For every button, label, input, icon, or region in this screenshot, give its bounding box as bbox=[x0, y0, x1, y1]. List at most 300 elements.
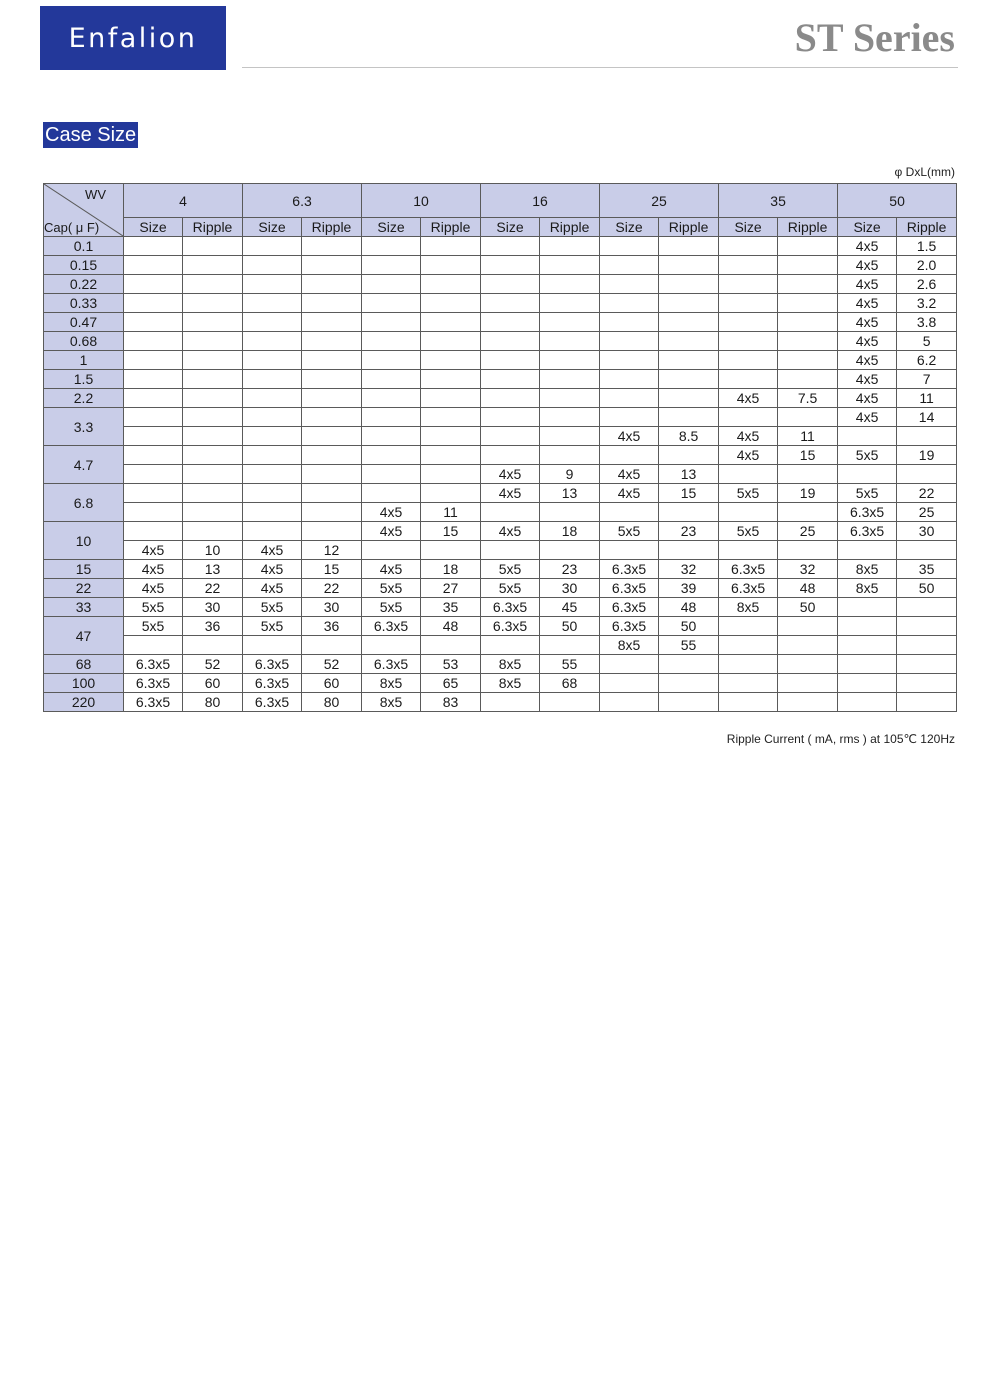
wv-label: WV bbox=[85, 187, 106, 202]
size-cell bbox=[243, 427, 302, 446]
ripple-cell bbox=[302, 389, 362, 408]
size-cell: 4x5 bbox=[243, 560, 302, 579]
size-cell bbox=[362, 446, 421, 465]
size-cell: 8x5 bbox=[719, 598, 778, 617]
ripple-cell: 5 bbox=[897, 332, 957, 351]
table-row bbox=[44, 351, 957, 370]
table-row bbox=[44, 503, 957, 522]
size-cell: 4x5 bbox=[838, 237, 897, 256]
size-cell bbox=[124, 427, 183, 446]
capacitance-cell: 1.5 bbox=[44, 370, 124, 389]
size-cell: 4x5 bbox=[481, 522, 540, 541]
ripple-cell bbox=[421, 408, 481, 427]
size-cell bbox=[243, 503, 302, 522]
ripple-cell bbox=[778, 256, 838, 275]
size-cell bbox=[481, 294, 540, 313]
size-cell: 4x5 bbox=[838, 275, 897, 294]
voltage-header: 25 bbox=[600, 184, 719, 218]
size-header: Size bbox=[124, 218, 183, 237]
ripple-cell bbox=[659, 541, 719, 560]
ripple-cell bbox=[421, 370, 481, 389]
ripple-cell bbox=[302, 522, 362, 541]
ripple-cell: 23 bbox=[659, 522, 719, 541]
size-cell: 8x5 bbox=[481, 655, 540, 674]
size-cell: 4x5 bbox=[362, 503, 421, 522]
size-cell bbox=[838, 598, 897, 617]
size-cell bbox=[838, 636, 897, 655]
ripple-cell: 36 bbox=[302, 617, 362, 636]
ripple-cell bbox=[302, 408, 362, 427]
size-cell bbox=[719, 617, 778, 636]
ripple-cell bbox=[183, 636, 243, 655]
size-cell bbox=[719, 674, 778, 693]
section-title: Case Size bbox=[45, 124, 137, 146]
ripple-cell: 14 bbox=[897, 408, 957, 427]
ripple-cell bbox=[540, 408, 600, 427]
size-cell bbox=[362, 465, 421, 484]
ripple-cell bbox=[540, 446, 600, 465]
size-cell bbox=[719, 408, 778, 427]
size-cell bbox=[243, 522, 302, 541]
size-cell: 4x5 bbox=[481, 484, 540, 503]
size-cell: 4x5 bbox=[838, 256, 897, 275]
size-cell bbox=[600, 237, 659, 256]
ripple-cell bbox=[183, 503, 243, 522]
size-cell: 5x5 bbox=[719, 484, 778, 503]
ripple-cell bbox=[302, 237, 362, 256]
ripple-cell bbox=[897, 636, 957, 655]
size-cell bbox=[124, 332, 183, 351]
ripple-cell bbox=[302, 427, 362, 446]
ripple-cell: 23 bbox=[540, 560, 600, 579]
ripple-cell: 32 bbox=[659, 560, 719, 579]
table-row bbox=[44, 541, 957, 560]
size-cell: 6.3x5 bbox=[838, 522, 897, 541]
size-cell bbox=[838, 427, 897, 446]
size-cell bbox=[481, 237, 540, 256]
ripple-cell: 30 bbox=[897, 522, 957, 541]
size-cell: 4x5 bbox=[243, 541, 302, 560]
capacitance-cell: 22 bbox=[44, 579, 124, 598]
size-cell: 6.3x5 bbox=[243, 655, 302, 674]
table-row bbox=[44, 256, 957, 275]
ripple-cell: 25 bbox=[897, 503, 957, 522]
ripple-cell bbox=[778, 674, 838, 693]
ripple-cell: 2.6 bbox=[897, 275, 957, 294]
voltage-header: 10 bbox=[362, 184, 481, 218]
size-cell: 8x5 bbox=[362, 674, 421, 693]
size-cell bbox=[481, 636, 540, 655]
ripple-cell bbox=[302, 294, 362, 313]
ripple-cell bbox=[302, 313, 362, 332]
ripple-cell: 18 bbox=[540, 522, 600, 541]
ripple-cell bbox=[659, 313, 719, 332]
size-cell: 4x5 bbox=[362, 522, 421, 541]
ripple-cell: 9 bbox=[540, 465, 600, 484]
ripple-cell: 11 bbox=[778, 427, 838, 446]
ripple-cell: 52 bbox=[183, 655, 243, 674]
size-cell bbox=[481, 370, 540, 389]
size-cell bbox=[719, 465, 778, 484]
size-cell: 4x5 bbox=[600, 465, 659, 484]
size-cell: 4x5 bbox=[719, 427, 778, 446]
ripple-cell: 15 bbox=[302, 560, 362, 579]
capacitance-cell: 0.15 bbox=[44, 256, 124, 275]
size-cell bbox=[362, 541, 421, 560]
ripple-cell bbox=[183, 237, 243, 256]
ripple-cell: 15 bbox=[659, 484, 719, 503]
capacitance-cell: 0.22 bbox=[44, 275, 124, 294]
ripple-cell: 3.2 bbox=[897, 294, 957, 313]
capacitance-cell: 3.3 bbox=[44, 408, 124, 446]
ripple-cell: 60 bbox=[302, 674, 362, 693]
ripple-cell bbox=[778, 541, 838, 560]
ripple-cell: 19 bbox=[778, 484, 838, 503]
voltage-header-row bbox=[44, 184, 957, 218]
table-row bbox=[44, 389, 957, 408]
ripple-cell: 80 bbox=[302, 693, 362, 712]
ripple-cell bbox=[183, 370, 243, 389]
capacitance-cell: 6.8 bbox=[44, 484, 124, 522]
ripple-cell: 50 bbox=[659, 617, 719, 636]
ripple-cell: 22 bbox=[897, 484, 957, 503]
size-cell bbox=[124, 313, 183, 332]
size-cell bbox=[838, 617, 897, 636]
size-cell bbox=[481, 313, 540, 332]
size-cell bbox=[600, 313, 659, 332]
ripple-cell: 50 bbox=[540, 617, 600, 636]
ripple-cell bbox=[778, 332, 838, 351]
ripple-cell bbox=[183, 256, 243, 275]
size-cell bbox=[600, 655, 659, 674]
ripple-cell bbox=[183, 275, 243, 294]
size-cell: 5x5 bbox=[362, 598, 421, 617]
size-cell bbox=[362, 484, 421, 503]
size-cell bbox=[481, 332, 540, 351]
ripple-cell: 10 bbox=[183, 541, 243, 560]
ripple-cell: 11 bbox=[421, 503, 481, 522]
ripple-cell bbox=[659, 446, 719, 465]
size-cell bbox=[124, 275, 183, 294]
ripple-cell bbox=[540, 427, 600, 446]
ripple-cell bbox=[778, 693, 838, 712]
ripple-cell: 80 bbox=[183, 693, 243, 712]
size-cell bbox=[719, 655, 778, 674]
ripple-cell bbox=[778, 617, 838, 636]
voltage-header: 16 bbox=[481, 184, 600, 218]
ripple-cell bbox=[897, 693, 957, 712]
ripple-cell: 50 bbox=[778, 598, 838, 617]
size-cell: 4x5 bbox=[362, 560, 421, 579]
size-cell: 6.3x5 bbox=[124, 693, 183, 712]
size-cell bbox=[600, 446, 659, 465]
size-cell bbox=[124, 294, 183, 313]
size-cell: 5x5 bbox=[838, 484, 897, 503]
size-cell: 6.3x5 bbox=[481, 598, 540, 617]
size-cell bbox=[362, 332, 421, 351]
table-row bbox=[44, 427, 957, 446]
size-cell bbox=[124, 408, 183, 427]
size-cell bbox=[719, 503, 778, 522]
case-size-table bbox=[43, 183, 957, 712]
size-cell: 5x5 bbox=[838, 446, 897, 465]
size-cell bbox=[243, 332, 302, 351]
ripple-cell bbox=[540, 636, 600, 655]
size-cell bbox=[243, 275, 302, 294]
size-cell bbox=[362, 636, 421, 655]
table-row bbox=[44, 294, 957, 313]
ripple-cell: 19 bbox=[897, 446, 957, 465]
ripple-cell: 3.8 bbox=[897, 313, 957, 332]
ripple-cell bbox=[540, 256, 600, 275]
size-cell: 5x5 bbox=[481, 579, 540, 598]
size-cell: 4x5 bbox=[838, 332, 897, 351]
size-cell: 4x5 bbox=[838, 313, 897, 332]
size-cell bbox=[243, 313, 302, 332]
size-cell: 6.3x5 bbox=[600, 617, 659, 636]
ripple-current-footnote: Ripple Current ( mA, rms ) at 105℃ 120Hz bbox=[726, 732, 955, 746]
size-cell bbox=[719, 541, 778, 560]
size-cell bbox=[362, 294, 421, 313]
ripple-cell: 15 bbox=[421, 522, 481, 541]
size-cell bbox=[124, 370, 183, 389]
table-row bbox=[44, 617, 957, 636]
unit-note: φ DxL(mm) bbox=[894, 165, 955, 179]
size-header: Size bbox=[719, 218, 778, 237]
ripple-cell bbox=[183, 389, 243, 408]
size-cell: 6.3x5 bbox=[124, 674, 183, 693]
table-row bbox=[44, 636, 957, 655]
ripple-cell bbox=[659, 503, 719, 522]
size-cell: 4x5 bbox=[838, 408, 897, 427]
table-row bbox=[44, 370, 957, 389]
size-cell bbox=[838, 541, 897, 560]
table-row bbox=[44, 522, 957, 541]
size-cell bbox=[362, 275, 421, 294]
size-cell bbox=[362, 408, 421, 427]
ripple-cell bbox=[183, 427, 243, 446]
ripple-cell: 7.5 bbox=[778, 389, 838, 408]
ripple-cell bbox=[778, 294, 838, 313]
ripple-cell bbox=[183, 313, 243, 332]
ripple-cell bbox=[183, 332, 243, 351]
size-cell bbox=[362, 313, 421, 332]
ripple-cell: 30 bbox=[540, 579, 600, 598]
ripple-cell: 27 bbox=[421, 579, 481, 598]
ripple-cell bbox=[540, 541, 600, 560]
size-cell: 6.3x5 bbox=[719, 560, 778, 579]
ripple-cell: 39 bbox=[659, 579, 719, 598]
size-cell bbox=[600, 351, 659, 370]
ripple-cell: 52 bbox=[302, 655, 362, 674]
size-cell bbox=[481, 351, 540, 370]
size-cell bbox=[362, 256, 421, 275]
size-cell bbox=[838, 674, 897, 693]
ripple-cell bbox=[897, 465, 957, 484]
ripple-cell: 13 bbox=[183, 560, 243, 579]
size-cell: 4x5 bbox=[838, 351, 897, 370]
ripple-cell bbox=[183, 446, 243, 465]
ripple-cell bbox=[540, 693, 600, 712]
table-row bbox=[44, 332, 957, 351]
ripple-cell bbox=[659, 275, 719, 294]
size-cell bbox=[719, 294, 778, 313]
size-cell bbox=[481, 389, 540, 408]
size-cell bbox=[600, 541, 659, 560]
ripple-cell bbox=[778, 503, 838, 522]
ripple-cell bbox=[778, 636, 838, 655]
ripple-cell: 11 bbox=[897, 389, 957, 408]
size-cell bbox=[481, 408, 540, 427]
ripple-cell bbox=[778, 465, 838, 484]
ripple-cell: 50 bbox=[897, 579, 957, 598]
size-cell bbox=[243, 446, 302, 465]
ripple-cell bbox=[659, 693, 719, 712]
size-cell: 4x5 bbox=[124, 579, 183, 598]
ripple-cell bbox=[302, 332, 362, 351]
size-header: Size bbox=[481, 218, 540, 237]
size-cell bbox=[600, 389, 659, 408]
ripple-cell bbox=[302, 256, 362, 275]
size-cell bbox=[600, 294, 659, 313]
size-cell bbox=[124, 389, 183, 408]
ripple-cell bbox=[421, 465, 481, 484]
size-cell: 5x5 bbox=[243, 617, 302, 636]
size-cell bbox=[481, 503, 540, 522]
size-cell bbox=[362, 427, 421, 446]
ripple-cell: 65 bbox=[421, 674, 481, 693]
capacitance-cell: 68 bbox=[44, 655, 124, 674]
size-cell: 5x5 bbox=[243, 598, 302, 617]
ripple-cell: 30 bbox=[183, 598, 243, 617]
ripple-header: Ripple bbox=[540, 218, 600, 237]
ripple-cell: 1.5 bbox=[897, 237, 957, 256]
size-cell bbox=[838, 465, 897, 484]
ripple-cell bbox=[183, 351, 243, 370]
size-cell bbox=[124, 237, 183, 256]
size-cell bbox=[243, 351, 302, 370]
header-divider bbox=[242, 67, 958, 68]
table-row bbox=[44, 693, 957, 712]
ripple-cell bbox=[778, 655, 838, 674]
ripple-header: Ripple bbox=[302, 218, 362, 237]
capacitance-cell: 10 bbox=[44, 522, 124, 560]
capacitance-cell: 47 bbox=[44, 617, 124, 655]
ripple-cell bbox=[897, 674, 957, 693]
ripple-cell bbox=[659, 237, 719, 256]
size-cell bbox=[600, 503, 659, 522]
ripple-header: Ripple bbox=[421, 218, 481, 237]
size-cell: 4x5 bbox=[719, 389, 778, 408]
size-cell bbox=[719, 313, 778, 332]
ripple-cell: 22 bbox=[302, 579, 362, 598]
size-cell: 4x5 bbox=[838, 294, 897, 313]
ripple-cell bbox=[302, 370, 362, 389]
size-cell bbox=[481, 275, 540, 294]
ripple-cell bbox=[659, 674, 719, 693]
ripple-cell bbox=[421, 237, 481, 256]
size-cell bbox=[243, 465, 302, 484]
size-header: Size bbox=[838, 218, 897, 237]
table-row bbox=[44, 598, 957, 617]
size-cell: 6.3x5 bbox=[838, 503, 897, 522]
size-cell bbox=[719, 237, 778, 256]
capacitance-cell: 4.7 bbox=[44, 446, 124, 484]
size-cell: 5x5 bbox=[124, 598, 183, 617]
size-cell: 4x5 bbox=[243, 579, 302, 598]
ripple-cell bbox=[302, 636, 362, 655]
size-cell: 6.3x5 bbox=[124, 655, 183, 674]
size-cell bbox=[124, 351, 183, 370]
capacitance-cell: 0.47 bbox=[44, 313, 124, 332]
capacitance-cell: 220 bbox=[44, 693, 124, 712]
voltage-header: 35 bbox=[719, 184, 838, 218]
ripple-cell: 7 bbox=[897, 370, 957, 389]
size-cell bbox=[362, 237, 421, 256]
ripple-cell bbox=[421, 332, 481, 351]
size-cell: 6.3x5 bbox=[719, 579, 778, 598]
ripple-cell bbox=[183, 408, 243, 427]
size-cell: 8x5 bbox=[481, 674, 540, 693]
subheader-row bbox=[44, 218, 957, 237]
capacitance-cell: 100 bbox=[44, 674, 124, 693]
size-cell bbox=[481, 427, 540, 446]
size-cell: 5x5 bbox=[719, 522, 778, 541]
ripple-cell: 53 bbox=[421, 655, 481, 674]
ripple-cell: 13 bbox=[659, 465, 719, 484]
ripple-cell: 25 bbox=[778, 522, 838, 541]
size-cell: 8x5 bbox=[838, 579, 897, 598]
ripple-cell bbox=[659, 332, 719, 351]
ripple-cell: 18 bbox=[421, 560, 481, 579]
size-cell bbox=[124, 465, 183, 484]
ripple-cell bbox=[183, 522, 243, 541]
ripple-cell bbox=[659, 408, 719, 427]
size-cell: 4x5 bbox=[124, 541, 183, 560]
ripple-header: Ripple bbox=[659, 218, 719, 237]
capacitance-cell: 15 bbox=[44, 560, 124, 579]
ripple-cell bbox=[778, 275, 838, 294]
size-cell bbox=[719, 693, 778, 712]
table-row bbox=[44, 275, 957, 294]
table-body bbox=[44, 237, 957, 712]
ripple-cell bbox=[540, 275, 600, 294]
ripple-cell bbox=[302, 503, 362, 522]
capacitance-cell: 0.33 bbox=[44, 294, 124, 313]
size-cell bbox=[124, 484, 183, 503]
size-cell bbox=[600, 256, 659, 275]
table-row bbox=[44, 446, 957, 465]
size-cell: 4x5 bbox=[600, 484, 659, 503]
ripple-cell: 2.0 bbox=[897, 256, 957, 275]
ripple-cell bbox=[421, 275, 481, 294]
size-cell: 6.3x5 bbox=[243, 693, 302, 712]
size-cell bbox=[362, 351, 421, 370]
capacitance-cell: 1 bbox=[44, 351, 124, 370]
size-cell: 4x5 bbox=[481, 465, 540, 484]
size-cell bbox=[719, 351, 778, 370]
ripple-cell bbox=[302, 484, 362, 503]
ripple-cell bbox=[540, 389, 600, 408]
ripple-cell bbox=[659, 389, 719, 408]
ripple-cell: 48 bbox=[659, 598, 719, 617]
ripple-cell bbox=[302, 446, 362, 465]
size-cell: 8x5 bbox=[600, 636, 659, 655]
table-row bbox=[44, 560, 957, 579]
size-cell bbox=[124, 636, 183, 655]
size-cell: 6.3x5 bbox=[481, 617, 540, 636]
ripple-cell: 35 bbox=[897, 560, 957, 579]
